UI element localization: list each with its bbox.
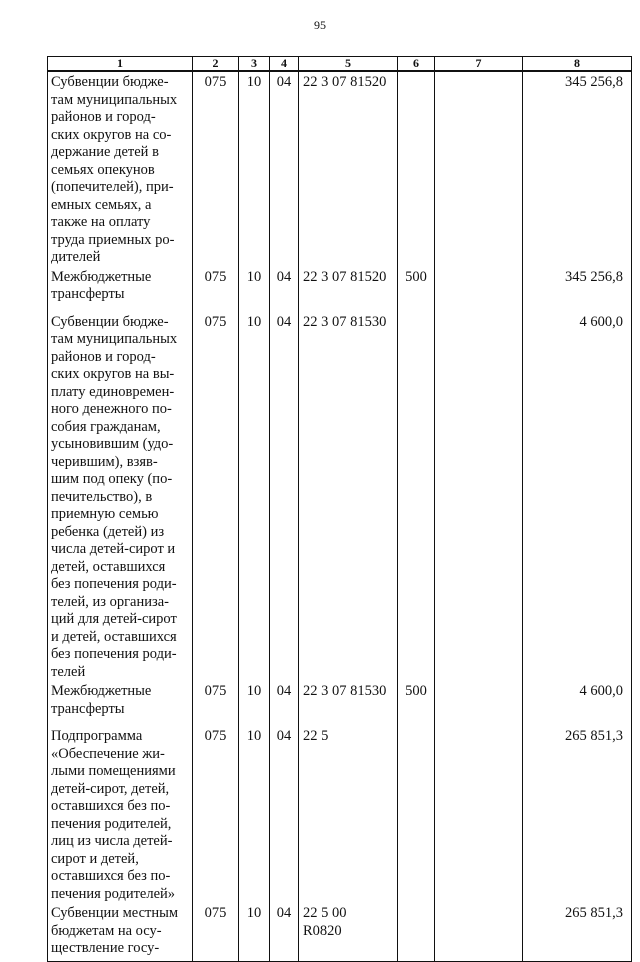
cell-col-8: 345 256,8: [523, 71, 632, 267]
cell-col-2: 075: [193, 312, 239, 682]
cell-col-6: 500: [398, 681, 435, 726]
cell-col-2: 075: [193, 681, 239, 726]
cell-col-7: [435, 903, 523, 961]
cell-col-5: 22 3 07 81520: [299, 71, 398, 267]
cell-col-3: 10: [239, 681, 270, 726]
cell-col-8: 265 851,3: [523, 903, 632, 961]
cell-col-7: [435, 267, 523, 312]
table-row: [48, 71, 632, 267]
cell-col-4: 04: [270, 726, 299, 903]
cell-col-7: [435, 312, 523, 682]
cell-col-6: [398, 312, 435, 682]
cell-col-8: 265 851,3: [523, 726, 632, 903]
row-name-cell: Межбюджетные трансферты: [48, 267, 193, 312]
cell-col-5: 22 3 07 81530: [299, 681, 398, 726]
column-header-5: 5: [299, 57, 398, 72]
cell-col-2: 075: [193, 71, 239, 267]
column-header-1: 1: [48, 57, 193, 72]
column-header-2: 2: [193, 57, 239, 72]
cell-col-6: [398, 71, 435, 267]
cell-col-7: [435, 681, 523, 726]
cell-col-6: [398, 903, 435, 961]
cell-col-8: 345 256,8: [523, 267, 632, 312]
cell-col-3: 10: [239, 726, 270, 903]
cell-col-5: 22 5: [299, 726, 398, 903]
cell-col-3: 10: [239, 312, 270, 682]
cell-col-3: 10: [239, 267, 270, 312]
table-row: [48, 267, 632, 312]
page-number: 95: [314, 18, 326, 32]
budget-table: [47, 56, 632, 962]
column-header-3: 3: [239, 57, 270, 72]
row-name-cell: Субвенции бюдже- там муниципальных районов и город- ских округов на со- держание детей в семьях опекунов (попечителей), при- емных семьях, а также на оплату труда приемных ро- дителей: [48, 71, 193, 267]
column-header-7: 7: [435, 57, 523, 72]
cell-col-7: [435, 726, 523, 903]
cell-col-4: 04: [270, 312, 299, 682]
cell-col-7: [435, 71, 523, 267]
table-row: [48, 903, 632, 961]
column-header-6: 6: [398, 57, 435, 72]
header-row: [48, 57, 632, 72]
cell-col-3: 10: [239, 903, 270, 961]
row-name-cell: Подпрограмма «Обеспечение жи- лыми помещениями детей-сирот, детей, оставшихся без по- печения родителей, лиц из числа детей- сирот и детей, оставшихся без по- печения родителей»: [48, 726, 193, 903]
cell-col-2: 075: [193, 726, 239, 903]
column-header-4: 4: [270, 57, 299, 72]
cell-col-4: 04: [270, 681, 299, 726]
cell-col-4: 04: [270, 903, 299, 961]
cell-col-4: 04: [270, 71, 299, 267]
cell-col-8: 4 600,0: [523, 681, 632, 726]
row-name-cell: Субвенции бюдже- там муниципальных районов и город- ских округов на вы- плату единовремен- ного денежного по- собия гражданам, усыновившим (удо- черившим), взяв- шим под опеку (по- печительство), в приемную семью ребенка (детей) из числа детей-сирот и детей, оставшихся без попечения роди- телей, из организа- ций для детей-сирот и детей, оставшихся без попечения роди- телей: [48, 312, 193, 682]
row-name-cell: Межбюджетные трансферты: [48, 681, 193, 726]
cell-col-4: 04: [270, 267, 299, 312]
table-row: [48, 681, 632, 726]
table-row: [48, 312, 632, 682]
cell-col-2: 075: [193, 267, 239, 312]
cell-col-3: 10: [239, 71, 270, 267]
row-name-cell: Субвенции местным бюджетам на осу- ществление госу-: [48, 903, 193, 961]
cell-col-6: [398, 726, 435, 903]
table-row: [48, 726, 632, 903]
cell-col-5: 22 3 07 81530: [299, 312, 398, 682]
column-header-8: 8: [523, 57, 632, 72]
cell-col-5: 22 5 00 R0820: [299, 903, 398, 961]
cell-col-5: 22 3 07 81520: [299, 267, 398, 312]
cell-col-2: 075: [193, 903, 239, 961]
cell-col-6: 500: [398, 267, 435, 312]
cell-col-8: 4 600,0: [523, 312, 632, 682]
